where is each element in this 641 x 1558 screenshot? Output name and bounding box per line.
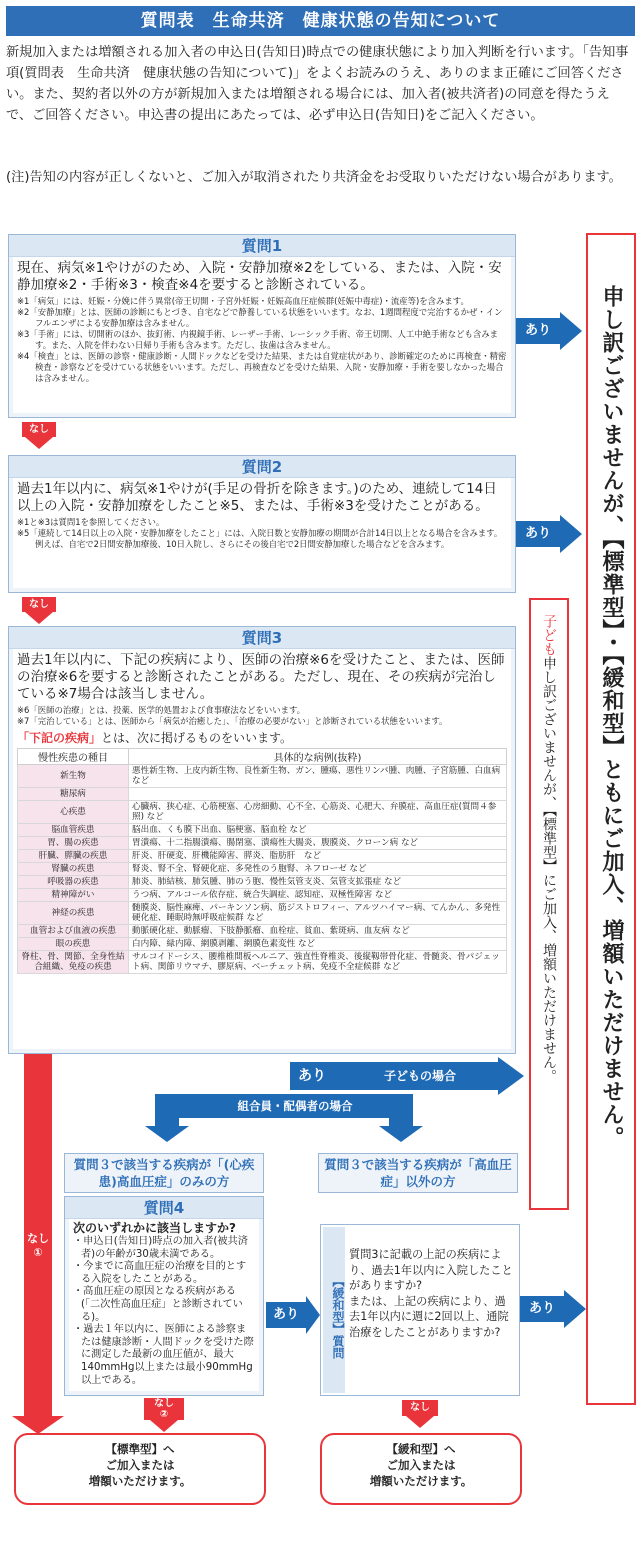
disease-category: 新生物 — [18, 765, 129, 788]
disease-category: 糖尿病 — [18, 788, 129, 801]
disease-category: 眼の疾患 — [18, 938, 129, 951]
disease-examples: 胃潰瘍、十二指腸潰瘍、腸閉塞、潰瘍性大腸炎、腹膜炎、クローン病 など — [129, 837, 507, 850]
question-2-notes — [17, 517, 507, 550]
page-title: 質問表 生命共済 健康状態の告知について — [6, 6, 635, 36]
sub-right-header: 質問３で該当する疾病が「高血圧症」以外の方 — [318, 1153, 518, 1193]
not-eligible-child-message: 申し訳ございませんが、【標準型】にご加入、増額いただけません。 — [541, 656, 557, 1083]
arrow-down-icon — [150, 1420, 178, 1432]
arrow-down-icon — [12, 1416, 64, 1434]
question-1-box — [8, 234, 516, 418]
table-row — [18, 850, 507, 863]
no-label-kanwa: なし — [402, 1400, 438, 1416]
disease-examples: 白内障、緑内障、網膜剥離、網膜色素変性 など — [129, 938, 507, 951]
question-3-text: 過去1年以内に、下記の疾病により、医師の治療※6を受けたこと、または、医師の治療※6を要すると診断されたことがある。ただし、現在、その疾病が完治している※7場合は該当しません。 — [17, 652, 505, 702]
disease-category: 神経の疾患 — [18, 902, 129, 925]
adult-branch-right — [389, 1094, 413, 1126]
table-row — [18, 765, 507, 788]
no-label-q2: なし — [22, 597, 56, 612]
yes-label-kanwa: あり — [520, 1296, 564, 1322]
question-2-box — [8, 455, 516, 593]
kanwa-question-text: 質問3に記載の上記の疾病により、過去1年以内に入院したことがありますか? または、上記の疾病により、過去1年以内に週に2回以上、通院治療をしたことがありますか? — [349, 1248, 513, 1339]
footnote: ※1「病気」には、妊娠・分娩に伴う異常(帝王切開・子宮外妊娠・妊娠高血圧症候群(妊娠中毒症)・流産等)を含みます。 — [17, 296, 469, 306]
yes-label-q4: あり — [266, 1302, 306, 1328]
arrow-down-icon — [145, 1126, 189, 1142]
disease-category: 腎臓の疾患 — [18, 863, 129, 876]
yes-label-q2: あり — [516, 521, 560, 547]
arrow-down-icon — [25, 437, 53, 449]
footnote: ※3「手術」には、切開術のほか、抜釘術、内視鏡手術、レーザー手術、レーシック手術、帝王切開、人工中絶手術なども含みます。また、入院を伴わない日帰り手術も含みます。ただし、抜歯は含みません。 — [17, 329, 499, 350]
table-row — [18, 889, 507, 902]
question-4-item: ・今までに高血圧症の治療を目的とする入院をしたことがある。 — [73, 1261, 247, 1285]
arrow-down-icon — [406, 1416, 434, 1428]
footnote: ※5「連続して14日以上の入院・安静加療をしたこと」には、入院日数と安静加療の期間が合計14日以上となる場合を含みます。例えば、自宅で2日間安静加療後、10日入院し、さらにその後自宅で2日間安静加療した場合などを含みます。 — [17, 528, 503, 549]
question-4-item: ・過去１年以内に、医師による診察または健康診断・人間ドックを受けた際に測定した最新の血圧値が、最大140mmHg以上または最小90mmHg以上である。 — [73, 1324, 254, 1386]
question-2-text: 過去1年以内に、病気※1やけが(手足の骨折を除きます。)のため、連続して14日以上の入院・安静加療をしたこと※5、または、手術※3を受けたことがある。 — [17, 481, 497, 514]
sub-left-header: 質問３で該当する疾病が「(心疾患)高血圧症」のみの方 — [64, 1153, 264, 1193]
no-label-2: なし ② — [144, 1398, 184, 1420]
table-row — [18, 863, 507, 876]
table-row — [18, 938, 507, 951]
table-row — [18, 951, 507, 974]
not-eligible-child-box — [529, 598, 569, 1210]
adult-branch-left — [155, 1094, 179, 1126]
arrow-right-icon — [560, 515, 582, 553]
question-1-text: 現在、病気※1やけがのため、入院・安静加療※2をしている、または、入院・安静加療※2・手術※3・検査※4を要すると診断されている。 — [17, 260, 502, 293]
table-row — [18, 925, 507, 938]
question-4-items — [73, 1236, 255, 1387]
footnote: ※7「完治している」とは、医師から「病気が治癒した」、「治療の必要がない」と診断されている状態をいいます。 — [17, 716, 448, 726]
table-header-examples: 具体的な病例(抜粋) — [129, 749, 507, 765]
disease-examples: 悪性新生物、上皮内新生物、良性新生物、ガン、腫瘍、悪性リンパ腫、肉腫、子宮筋腫、白血病 など — [129, 765, 507, 788]
disease-table — [17, 748, 507, 974]
caution-note: (注)告知の内容が正しくないと、ご加入が取消されたり共済金をお受取りいただけない場合があります。 — [6, 170, 622, 185]
question-3-heading: 質問3 — [9, 627, 515, 649]
not-eligible-child-text — [538, 614, 560, 1204]
disease-category: 胃、腸の疾患 — [18, 837, 129, 850]
kanwa-label: 【緩和型】質問 — [323, 1227, 345, 1393]
disease-examples: うつ病、アルコール依存症、統合失調症、認知症、双極性障害 など — [129, 889, 507, 902]
question-4-item: ・申込日(告知日)時点の加入者(被共済者)の年齢が30歳未満である。 — [73, 1236, 248, 1260]
disease-examples: 脳出血、くも膜下出血、脳梗塞、脳血栓 など — [129, 824, 507, 837]
question-1-notes — [17, 296, 507, 384]
question-4-box — [64, 1196, 264, 1396]
table-row — [18, 788, 507, 801]
disease-category: 血管および血液の疾患 — [18, 925, 129, 938]
question-2-heading: 質問2 — [9, 456, 515, 478]
disease-category: 呼吸器の疾患 — [18, 876, 129, 889]
table-row — [18, 876, 507, 889]
arrow-down-icon — [25, 612, 53, 624]
footnote: ※4「検査」とは、医師の診察・健康診断・人間ドックなどを受けた結果、または自覚症状があり、診断確定のために再検査・精密検査・診察などを受けている状態をいいます。ただし、再検査などを受けた結果、入院・安静加療・手術を要しなかった場合は含みません。 — [17, 351, 507, 383]
disease-examples: サルコイドーシス、腰椎椎間板ヘルニア、強直性脊椎炎、後縦靱帯骨化症、骨髄炎、骨パジェット病、関節リウマチ、膠原病、ベーチェット病、免疫不全症候群 など — [129, 951, 507, 974]
footnote: ※2「安静加療」とは、医師の診断にもとづき、自宅などで静養している状態をいいます。なお、1週間程度で完治するかぜ・インフルエンザによる安静加療は含みません。 — [17, 307, 503, 328]
disease-category: 肝臓、膵臓の疾患 — [18, 850, 129, 863]
question-3-box — [8, 626, 516, 1054]
question-4-item: ・高血圧症の原因となる疾病がある(「二次性高血圧症」と診断されている)。 — [73, 1286, 243, 1323]
disease-category: 脊柱、骨、関節、全身性結合組織、免疫の疾患 — [18, 951, 129, 974]
disease-lead-text: とは、次に掲げるものをいいます。 — [101, 731, 293, 745]
child-label: 子ども — [541, 614, 557, 656]
arrow-down-icon — [379, 1126, 423, 1142]
arrow-right-icon — [306, 1296, 320, 1334]
disease-examples: 肝炎、肝硬変、肝機能障害、膵炎、脂肪肝 など — [129, 850, 507, 863]
table-row — [18, 837, 507, 850]
disease-examples — [129, 788, 507, 801]
arrow-right-icon — [564, 1290, 586, 1328]
table-row — [18, 801, 507, 824]
not-eligible-both-box — [586, 233, 636, 1405]
disease-category: 心疾患 — [18, 801, 129, 824]
children-case-label: 子どもの場合 — [383, 1069, 456, 1083]
intro-text: 新規加入または増額される加入者の申込日(告知日)時点での健康状態により加入判断を行います。「告知事項(質問表 生命共済 健康状態の告知について)」をよくお読みのうえ、ありのまま正確にご回答ください。また、契約者以外の方が新規加入または増額される場合には、加入者(被共済者)の同意を得たうえで、ご回答ください。申込書の提出にあたっては、必ず申込日(告知日)をご記入ください。 — [6, 45, 629, 123]
disease-category: 脳血管疾患 — [18, 824, 129, 837]
question-3-notes — [17, 705, 507, 727]
table-header-category: 慢性疾患の種目 — [18, 749, 129, 765]
result-kanwa: 【緩和型】へ ご加入または 増額いただけます。 — [320, 1433, 522, 1505]
arrow-right-icon — [498, 1057, 524, 1095]
yes-label-q1: あり — [516, 318, 560, 344]
disease-examples: 髄膜炎、脳性麻痺、パーキンソン病、筋ジストロフィー、アルツハイマー病、てんかん、多発性硬化症、睡眠時無呼吸症候群 など — [129, 902, 507, 925]
disease-examples: 心臓病、狭心症、心筋梗塞、心房細動、心不全、心筋炎、心肥大、弁膜症、高血圧症(質問４参照) など — [129, 801, 507, 824]
disease-lead-red: 「下記の疾病」 — [17, 731, 102, 745]
disease-lead — [17, 729, 507, 746]
not-eligible-both-text: 申し訳ございませんが、【標準型】・【緩和型】ともにご加入、増額いただけません。 — [599, 285, 624, 1149]
question-4-lead: 次のいずれかに該当しますか? — [73, 1221, 236, 1235]
yes-label-q3: あり — [298, 1068, 326, 1084]
arrow-right-icon — [560, 312, 582, 350]
no-label-q1: なし — [22, 422, 56, 437]
disease-examples: 動脈硬化症、動脈瘤、下肢静脈瘤、血栓症、貧血、紫斑病、血友病 など — [129, 925, 507, 938]
question-4-heading: 質問4 — [65, 1197, 263, 1219]
disease-examples: 腎炎、腎不全、腎硬化症、多発性のう胞腎、ネフローゼ など — [129, 863, 507, 876]
table-row — [18, 824, 507, 837]
adult-case-label: 組合員・配偶者の場合 — [237, 1099, 353, 1113]
no-label-1: なし ① — [27, 1232, 49, 1259]
disease-examples: 肺炎、肺結核、肺気腫、肺のう胞、慢性気管支炎、気管支拡張症 など — [129, 876, 507, 889]
footnote: ※1と※3は質問1を参照してください。 — [17, 517, 165, 527]
disease-category: 精神障がい — [18, 889, 129, 902]
kanwa-question-box — [320, 1224, 520, 1396]
question-1-heading: 質問1 — [9, 235, 515, 257]
table-row — [18, 902, 507, 925]
result-standard: 【標準型】へ ご加入または 増額いただけます。 — [14, 1433, 266, 1505]
footnote: ※6「医師の治療」とは、投薬、医学的処置および食事療法などをいいます。 — [17, 705, 306, 715]
